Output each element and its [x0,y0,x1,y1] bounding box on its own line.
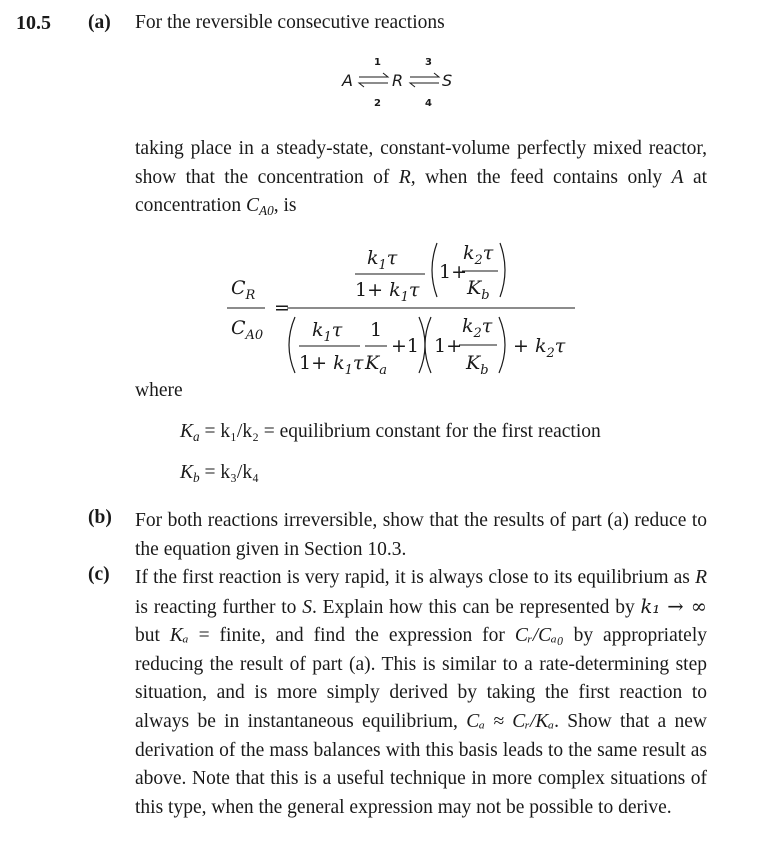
lhs-numerator: $C_R$ [231,277,256,303]
den-k2tau: $k_2\tau$ [462,315,493,341]
part-c-text: If the first reaction is very rapid, it is always close to its equilibrium as R is reacting further to S. Explain how this can be represented by k₁ → ∞ but Kₐ = finite, and find the expression for Cᵣ/Cₐ₀ by appropriately reducing the result of part (a). This is similar to a rate-determining step situation, and is more simply derived by taking the first reaction to always be in instantaneous equilibrium, Cₐ ≈ Cᵣ/Kₐ. Show that a new derivation of the mass balances with this basis leads to the same result as above. Note that this is a useful technique in more complex situations of this type, when the general expression may not be possible to derive. [135,567,708,818]
rate-k4: 4 [425,98,432,109]
num-1-plus: $1+ k_1\tau$ [355,279,420,305]
part-b-text: For both reactions irreversible, show that the results of part (a) reduce to the equation given in Section 10.3. [135,510,707,560]
num-left-paren [432,243,437,297]
part-a-intro: For the reversible consecutive reactions [135,12,445,33]
reaction-scheme [330,52,480,112]
lhs-denominator: $C_{A0}$ [231,317,264,343]
species-a: A [342,71,353,90]
den-left-paren-2 [425,317,431,373]
rate-k1: 1 [374,57,381,68]
species-r: R [392,71,404,90]
species-s: S [442,71,453,90]
den-right-paren-1 [419,317,425,373]
den-plus-one: +1 [391,335,420,357]
kb-definition: $K_b = k_3/k_4$ [180,462,259,486]
rate-k2: 2 [374,98,381,109]
den-right-paren-2 [499,317,505,373]
part-a-label: (a) [88,12,111,33]
equilibrium-arrow-2 [410,73,439,87]
num-one-plus: 1+ [439,261,468,283]
rate-k3: 3 [425,57,432,68]
den-1-plus-k1tau: $1+ k_1\tau$ [299,352,364,378]
part-a-body: taking place in a steady-state, constant-volume perfectly mixed reactor, show that the concentration of R, when the feed contains only A at concentration $C_{A0}$, is [135,138,708,219]
ka-definition: $K_a = k_1/k_2$ = equilibrium constant for the first reaction [180,421,601,445]
num-k1tau: $k_1\tau$ [367,247,398,273]
part-c-label: (c) [88,564,110,585]
problem-number: 10.5 [16,12,51,34]
den-one: 1 [370,319,383,341]
den-ka: $K_a$ [365,352,387,378]
concentration-equation [215,235,585,380]
where-label: where [135,380,183,401]
num-k2tau: $k_2\tau$ [463,242,494,268]
num-right-paren [500,243,505,297]
den-left-paren-1 [289,317,295,373]
den-plus-k2tau: + $k_2\tau$ [513,335,566,361]
part-b-label: (b) [88,507,112,528]
equilibrium-arrow-1 [359,73,388,87]
num-kb: $K_b$ [467,277,490,303]
den-kb: $K_b$ [466,352,489,378]
equals-sign: = [274,297,290,319]
den-one-plus: 1+ [434,335,463,357]
den-k1tau: $k_1\tau$ [312,319,343,345]
